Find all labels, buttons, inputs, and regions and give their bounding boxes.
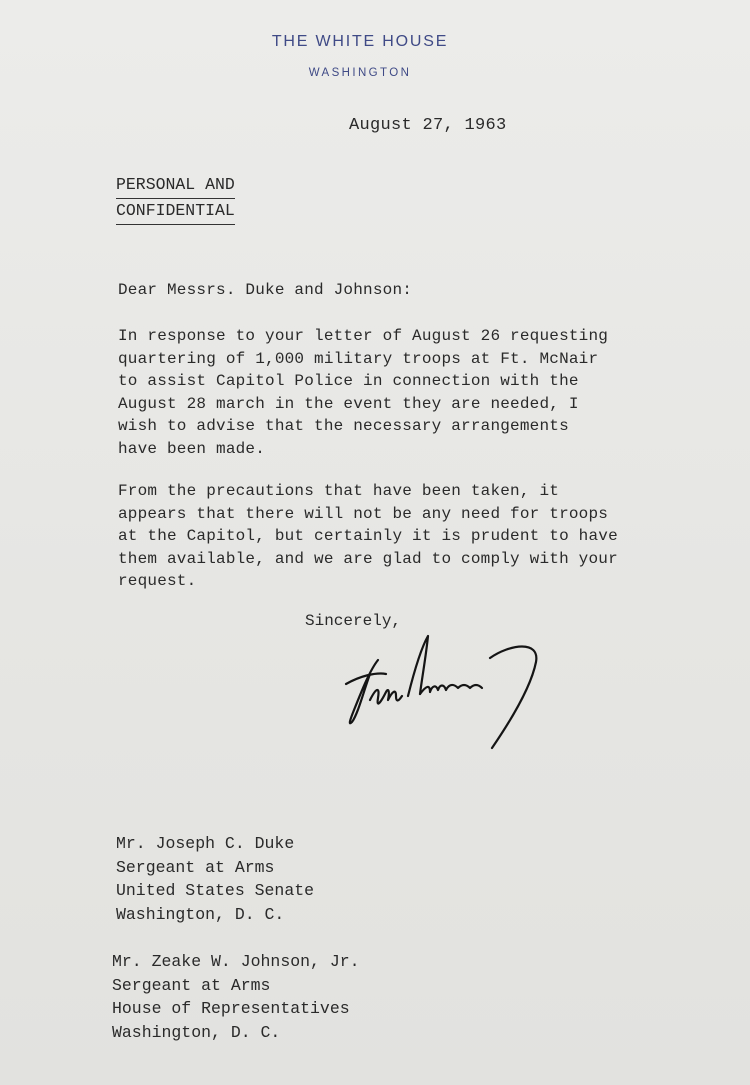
paragraph-line: quartering of 1,000 military troops at Ft. McNair [118, 349, 599, 368]
addressee-1 [116, 832, 314, 926]
addressee-org: United States Senate [116, 881, 315, 900]
paragraph-line: them available, and we are glad to comply with your [118, 549, 618, 568]
paragraph-line: to assist Capitol Police in connection with the [118, 372, 579, 390]
letterhead-title: THE WHITE HOUSE [271, 33, 449, 50]
addressee-name: Mr. Joseph C. Duke [116, 834, 295, 853]
confidential-marking [116, 173, 235, 225]
addressee-title: Sergeant at Arms [112, 975, 271, 995]
paragraph-line: wish to advise that the necessary arrangements [118, 417, 569, 435]
addressee-city: Washington, D. C. [116, 904, 285, 924]
closing: Sincerely, [305, 612, 402, 630]
addressee-name: Mr. Zeake W. Johnson, Jr. [112, 952, 360, 971]
paragraph-line: August 28 march in the event they are needed, I [118, 394, 579, 413]
addressee-2 [112, 950, 360, 1044]
marking-line-2: CONFIDENTIAL [116, 199, 235, 225]
addressee-title: Sergeant at Arms [116, 857, 275, 877]
paragraph-line: request. [118, 572, 197, 590]
body-paragraph-1 [118, 325, 608, 460]
marking-line-1: PERSONAL AND [116, 173, 235, 199]
paragraph-line: From the precautions that have been taken, it [118, 482, 560, 500]
paragraph-line: appears that there will not be any need for troops [118, 504, 609, 523]
salutation: Dear Messrs. Duke and Johnson: [118, 281, 413, 299]
paragraph-line: In response to your letter of August 26 requesting [118, 327, 609, 345]
paragraph-line: have been made. [118, 439, 266, 458]
addressee-city: Washington, D. C. [112, 1022, 281, 1042]
paragraph-line: at the Capitol, but certainly it is prudent to have [118, 527, 618, 545]
letterhead-subtitle: WASHINGTON [308, 67, 412, 79]
addressee-org: House of Representatives [112, 999, 350, 1018]
letter-date: August 27, 1963 [349, 116, 507, 135]
body-paragraph-2 [118, 480, 618, 593]
signature-icon [340, 630, 550, 760]
